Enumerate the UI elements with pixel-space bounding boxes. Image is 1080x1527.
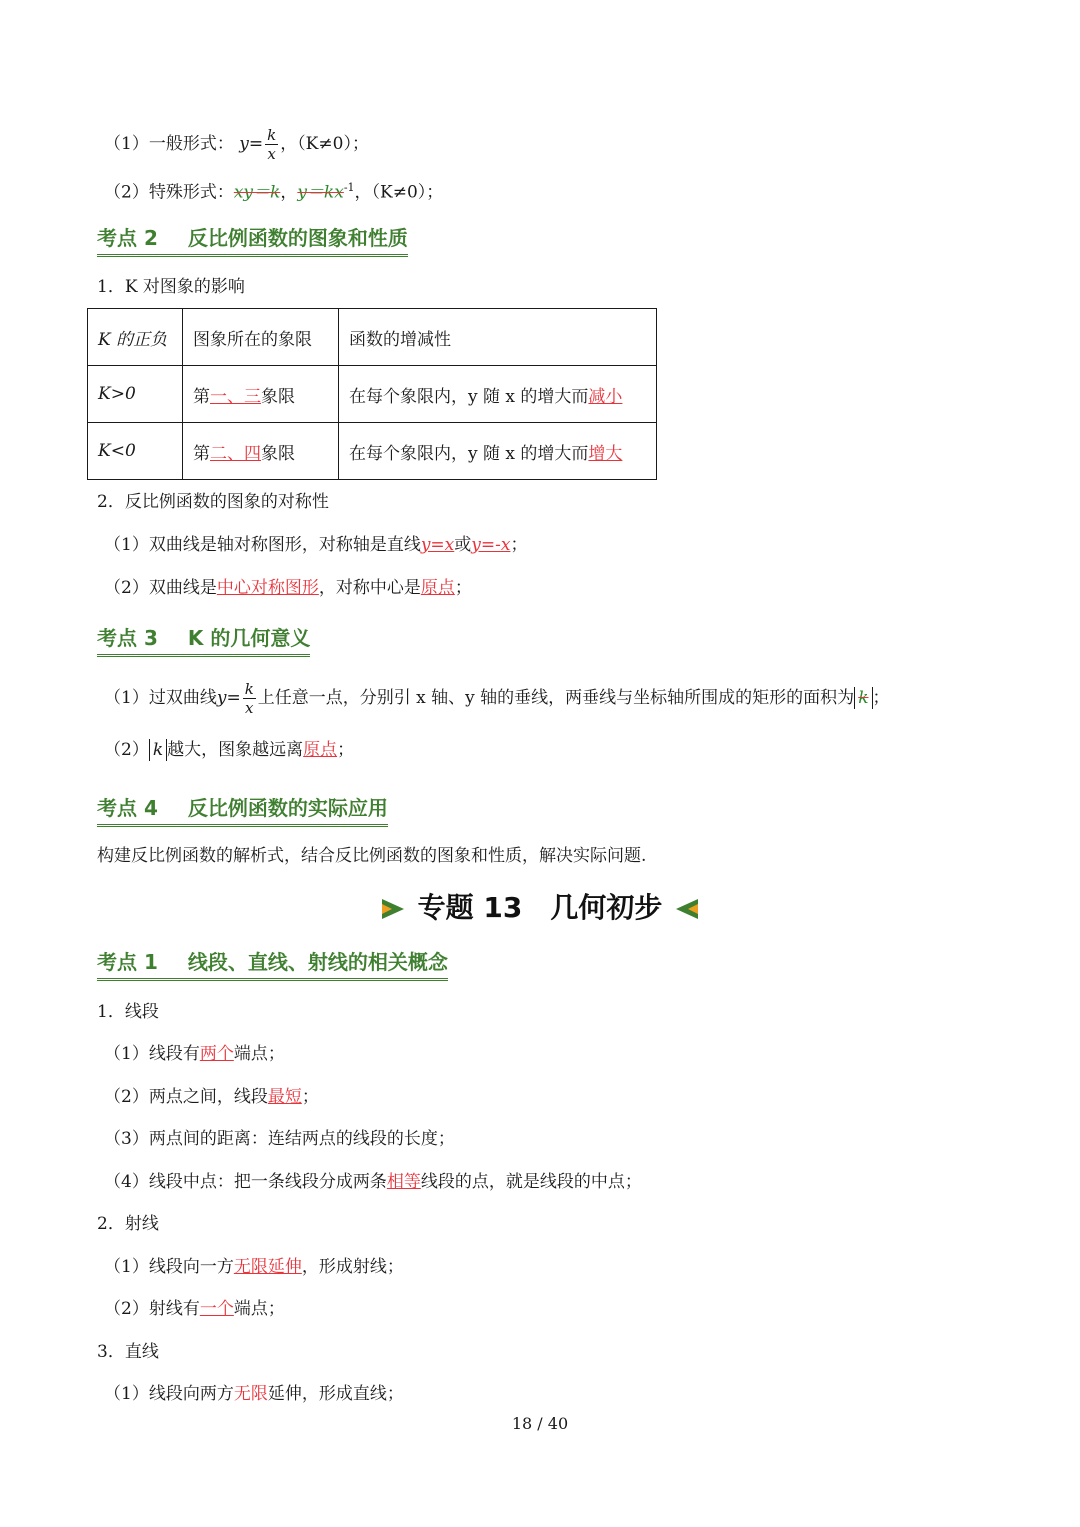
segment-line-1 — [104, 1042, 285, 1066]
center-symmetry-text: （2）双曲线是 — [104, 578, 217, 598]
section-heading-k4 — [97, 794, 388, 827]
center-answer-1: 中心对称图形 — [216, 578, 319, 598]
table-header-cell: K 的正负 — [88, 309, 183, 366]
ray-heading: 2．射线 — [97, 1214, 159, 1234]
k-geometry-text: 上任意一点，分别引 x 轴、y 轴的垂线，两垂线与坐标轴所围成的矩形的面积为 — [257, 688, 855, 708]
table-row — [88, 366, 657, 423]
fraction-k-over-x — [243, 680, 256, 717]
center-symmetry-line — [104, 576, 472, 600]
k-distance-line — [104, 738, 354, 762]
separator: ， — [280, 182, 298, 203]
segment-text-end: 端点； — [233, 1044, 285, 1064]
center-answer-2: 原点 — [420, 578, 455, 598]
application-text: 构建反比例函数的解析式，结合反比例函数的图象和性质，解决实际问题. — [97, 846, 647, 866]
abs-k-answer: k — [854, 687, 872, 709]
segment-line-3: （3）两点间的距离：连结两点的线段的长度； — [104, 1129, 455, 1149]
exponent: -1 — [343, 181, 355, 194]
table-row — [88, 423, 657, 480]
section-heading-g1 — [97, 948, 448, 981]
line-item-1 — [104, 1382, 404, 1406]
line-answer: 无限 — [233, 1384, 268, 1404]
ray-answer: 一个 — [199, 1299, 234, 1319]
special-form-label: （2）特殊形式： — [104, 182, 234, 203]
line-end: ； — [337, 740, 355, 760]
page-number: 18 / 40 — [511, 1414, 569, 1433]
axis-answer-2: y=-x — [471, 535, 511, 555]
line-text: （1）线段向两方 — [104, 1384, 234, 1404]
table-cell-monotonic — [339, 366, 657, 423]
section-heading-k2 — [97, 224, 408, 257]
segment-heading: 1．线段 — [97, 1002, 159, 1022]
monotonic-answer: 增大 — [588, 443, 623, 464]
line-end: ； — [872, 688, 890, 708]
section-title: K 的几何意义 — [187, 626, 311, 650]
abs-k: k — [149, 739, 167, 761]
k-sign-table — [87, 308, 657, 480]
ray-text: （1）线段向一方 — [104, 1257, 234, 1277]
section-tag: 考点 4 — [97, 796, 158, 820]
section-title: 反比例函数的图象和性质 — [187, 226, 408, 250]
k-distance-answer: 原点 — [303, 740, 338, 760]
line-end: ； — [454, 578, 472, 598]
section-tag: 考点 3 — [97, 626, 158, 650]
quadrant-answer: 一、三 — [210, 386, 261, 407]
quadrant-answer: 二、四 — [210, 443, 261, 464]
arrow-left-icon — [676, 899, 698, 919]
segment-text: （1）线段有 — [104, 1044, 200, 1064]
axis-symmetry-text: （1）双曲线是轴对称图形，对称轴是直线 — [104, 535, 421, 555]
topic-title-text: 专题 13 几何初步 — [417, 891, 663, 924]
quadrant-prefix: 第 — [193, 443, 210, 464]
table-cell-monotonic — [339, 423, 657, 480]
fraction-numerator: k — [244, 680, 254, 698]
k-distance-prefix: （2） — [104, 740, 149, 760]
table-header-cell: 图象所在的象限 — [183, 309, 339, 366]
var-y: y — [216, 688, 227, 708]
fraction-k-over-x — [265, 126, 278, 163]
center-mid-text: ，对称中心是 — [318, 578, 421, 598]
ray-answer: 无限延伸 — [233, 1257, 302, 1277]
or-word: 或 — [454, 535, 472, 555]
monotonic-text: 在每个象限内，y 随 x 的增大而 — [349, 386, 589, 407]
table-cell-quadrant — [183, 423, 339, 480]
ray-text-end: 端点； — [233, 1299, 285, 1319]
segment-text-end: 线段的点，就是线段的中点； — [420, 1172, 642, 1192]
k-distance-text: 越大，图象越远离 — [167, 740, 304, 760]
fraction-numerator: k — [267, 126, 277, 144]
general-form-condition: ，（K≠0）； — [280, 134, 369, 154]
section-title: 线段、直线、射线的相关概念 — [187, 950, 448, 974]
k-influence-item: 1．K 对图象的影响 — [97, 277, 245, 297]
symmetry-item: 2．反比例函数的图象的对称性 — [97, 492, 329, 512]
line-heading: 3．直线 — [97, 1342, 159, 1362]
segment-text: （2）两点之间，线段 — [104, 1087, 268, 1107]
k-geometry-prefix: （1）过双曲线 — [104, 688, 217, 708]
equals-sign: = — [248, 134, 264, 154]
general-form-label: （1）一般形式： — [104, 134, 234, 154]
section-heading-k3 — [97, 624, 310, 657]
segment-text-end: ； — [301, 1087, 319, 1107]
special-form-condition: ，（K≠0）； — [354, 182, 444, 203]
segment-answer: 两个 — [199, 1044, 234, 1064]
special-form-kx: y＝kx — [297, 182, 344, 203]
axis-symmetry-line — [104, 533, 527, 557]
segment-line-2 — [104, 1085, 319, 1109]
equals-sign: = — [226, 688, 241, 708]
quadrant-suffix: 象限 — [261, 443, 295, 464]
line-text-end: 延伸，形成直线； — [267, 1384, 404, 1404]
table-cell-k: K<0 — [88, 423, 183, 480]
section-title: 反比例函数的实际应用 — [187, 796, 388, 820]
special-form-xy: xy＝k — [233, 182, 281, 203]
fraction-denominator: x — [245, 699, 254, 717]
table-cell-k: K>0 — [88, 366, 183, 423]
segment-text: （4）线段中点：把一条线段分成两条 — [104, 1172, 387, 1192]
quadrant-suffix: 象限 — [261, 386, 295, 407]
axis-answer-1: y=x — [420, 535, 455, 555]
segment-answer: 相等 — [386, 1172, 421, 1192]
ray-text: （2）射线有 — [104, 1299, 200, 1319]
fraction-denominator: x — [267, 145, 276, 163]
monotonic-text: 在每个象限内，y 随 x 的增大而 — [349, 443, 589, 464]
table-header-row — [88, 309, 657, 366]
monotonic-answer: 减小 — [588, 386, 623, 407]
ray-line-1 — [104, 1255, 404, 1279]
ray-line-2 — [104, 1297, 285, 1321]
special-form-line — [104, 176, 443, 205]
arrow-right-icon — [382, 899, 404, 919]
topic-title — [0, 886, 1080, 926]
line-end: ； — [510, 535, 528, 555]
general-form-line — [104, 126, 369, 163]
table-cell-quadrant — [183, 366, 339, 423]
quadrant-prefix: 第 — [193, 386, 210, 407]
table-header-cell: 函数的增减性 — [339, 309, 657, 366]
segment-line-4 — [104, 1170, 642, 1194]
section-tag: 考点 1 — [97, 950, 158, 974]
k-geometry-line — [104, 680, 890, 717]
section-tag: 考点 2 — [97, 226, 158, 250]
ray-text-end: ，形成射线； — [301, 1257, 404, 1277]
var-y: y — [239, 134, 249, 154]
segment-answer: 最短 — [267, 1087, 302, 1107]
